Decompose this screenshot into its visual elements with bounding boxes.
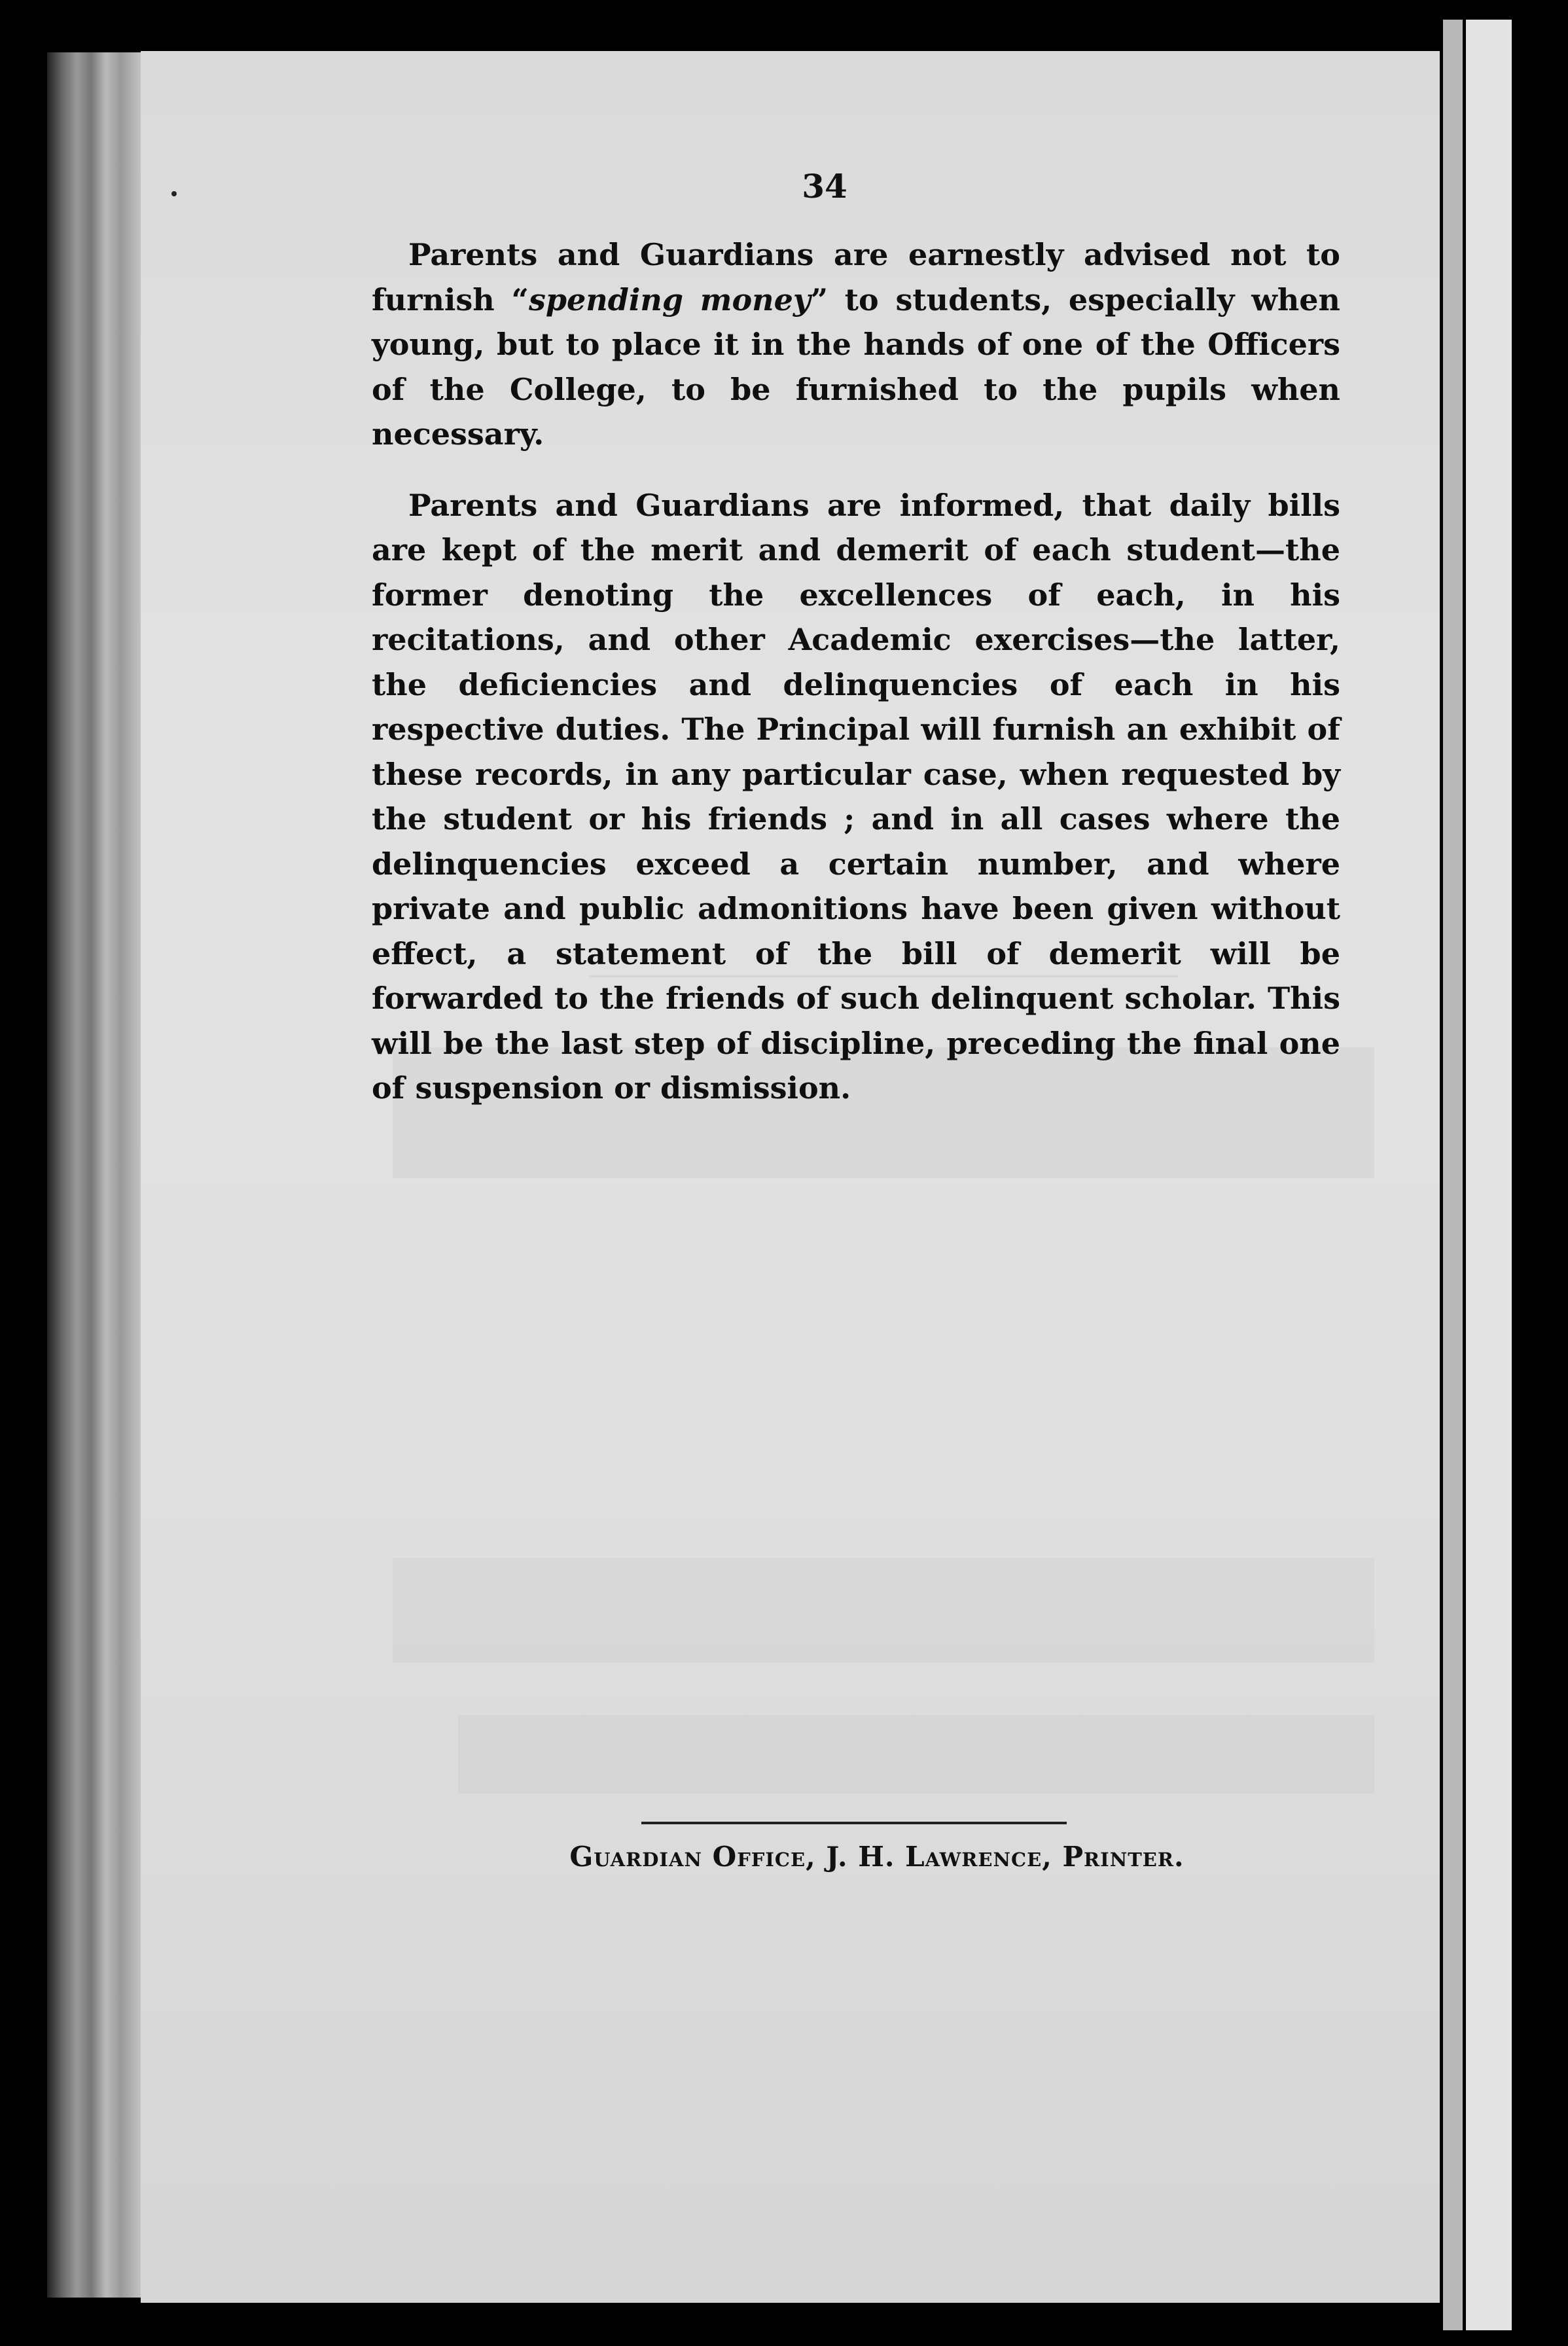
imprint-rule <box>641 1822 1067 1824</box>
facing-page-sliver <box>1466 20 1512 2330</box>
paragraph <box>372 232 1340 457</box>
show-through-block <box>393 1558 1374 1663</box>
show-through-block <box>458 1715 1374 1794</box>
printer-imprint: Guardian Office, J. H. Lawrence, Printer. <box>569 1841 1185 1873</box>
paragraph-text-start: Parents and Guardians are earnestly advised not to furnish “ <box>372 237 1340 317</box>
book-edge <box>47 52 145 2298</box>
page-number: 34 <box>802 167 847 206</box>
body-text <box>372 232 1340 1111</box>
paragraph: Parents and Guardians are informed, that daily bills are kept of the merit and demerit of each student—the former denoting the excellences of each, in his recitations, and other Academic exercises—the latter, the deficiencies and delinquencies of each in his respective duties. The Principal will furnish an exhibit of these records, in any particular case, when requested by the student or his friends ; and in all cases where the delinquencies exceed a certain number, and where private and public admonitions have been given without effect, a statement of the bill of demerit will be forwarded to the friends of such delinquent scholar. This will be the last step of discipline, preceding the final one of suspension or dismission. <box>372 487 1340 1106</box>
facing-page-edge <box>1443 20 1463 2330</box>
emphasized-phrase: spending money <box>528 281 811 317</box>
paragraph-text-end: ” to students, especially when young, but to place it in the hands of one of the Officers of the College, to be furnished to the pupils when necessary. <box>372 281 1341 452</box>
margin-mark <box>171 191 177 196</box>
